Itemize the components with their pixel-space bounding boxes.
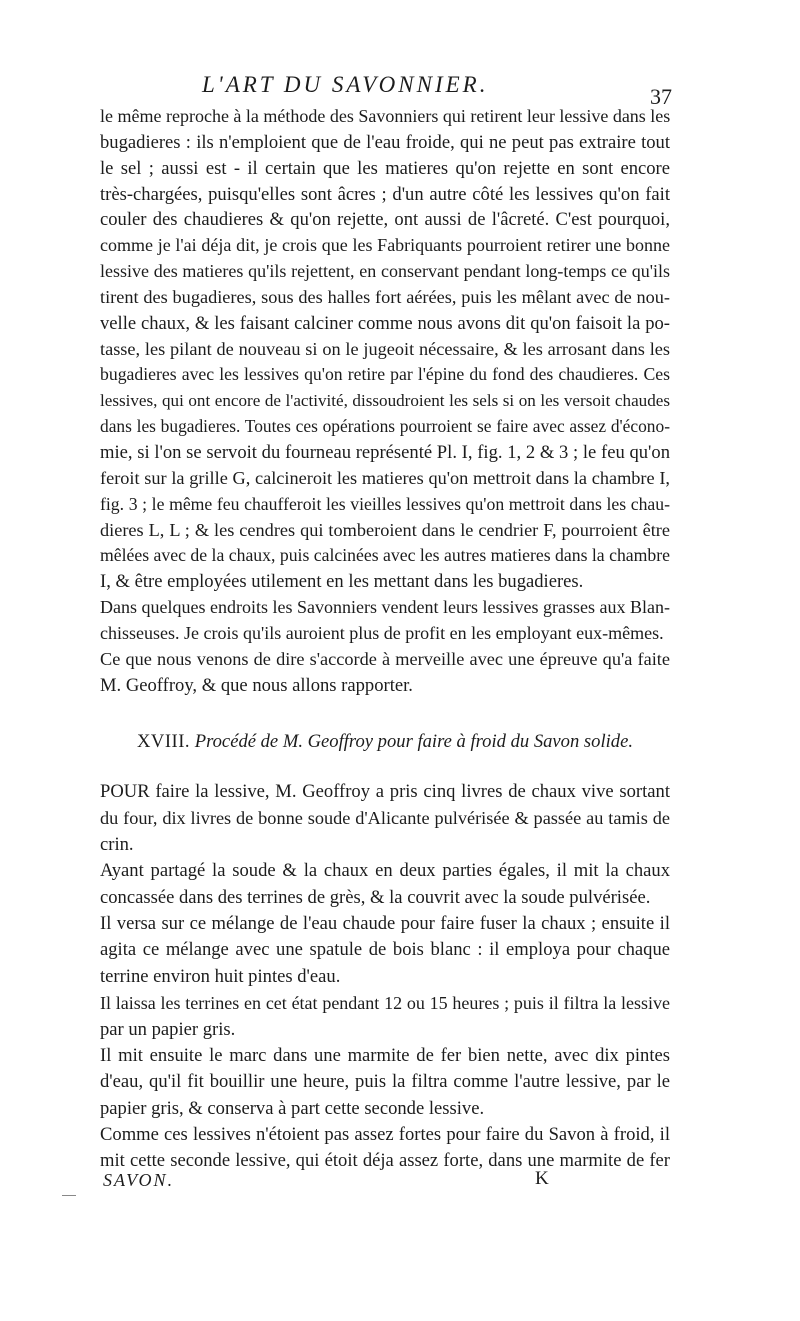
text-line: velle chaux, & les faisant calciner comme nous avons dit qu'on faisoit la po- <box>100 312 670 334</box>
margin-rule <box>62 1195 76 1196</box>
text-line: par un papier gris. <box>100 1018 236 1040</box>
text-line: Ayant partagé la soude & la chaux en deux parties égales, il mit la chaux <box>100 860 670 882</box>
section-number: XVIII. <box>136 731 191 752</box>
text-line: Ce que nous venons de dire s'accorde à merveille avec une épreuve qu'a faite <box>100 648 670 669</box>
text-line: agita ce mélange avec une spatule de bois blanc : il employa pour chaque <box>100 939 670 961</box>
text-line: comme je l'ai déja dit, je crois que les Fabriquants pourroient retirer une bonne <box>100 235 670 256</box>
text-line: d'eau, qu'il fit bouillir une heure, puis la filtra comme l'autre lessive, par le <box>100 1071 670 1093</box>
text-line: Il mit ensuite le marc dans une marmite de fer bien nette, avec dix pintes <box>100 1044 670 1066</box>
text-line: couler des chaudieres & qu'on rejette, ont aussi de l'âcreté. C'est pourquoi, <box>100 209 670 231</box>
text-line: fig. 3 ; le même feu chaufferoit les vieilles lessives qu'on mettroit dans les chau- <box>100 493 670 514</box>
text-line: Comme ces lessives n'étoient pas assez fortes pour faire du Savon à froid, il <box>100 1124 670 1146</box>
text-line: mêlées avec de la chaux, puis calcinées avec les autres matieres dans la chambre <box>100 545 670 566</box>
text-line: tirent des bugadieres, sous des halles fort aérées, puis les mêlant avec de nou- <box>100 286 670 307</box>
text-line: Dans quelques endroits les Savonniers vendent leurs lessives grasses aux Blan- <box>100 597 670 618</box>
text-line: feroit sur la grille G, calcineroit les matieres qu'on mettroit dans la chambre I, <box>100 467 670 488</box>
text-line: bugadieres avec les lessives qu'on retire par l'épine du fond des chaudieres. Ces <box>100 364 670 385</box>
text-line: mit cette seconde lessive, qui étoit déja assez forte, dans une marmite de fer <box>100 1150 670 1172</box>
text-line: le sel ; aussi est - il certain que les matieres qu'on rejette en sont encore <box>100 157 670 179</box>
section-heading <box>100 728 670 756</box>
text-line: du four, dix livres de bonne soude d'Alicante pulvérisée & passée au tamis de <box>100 808 670 829</box>
text-line: Il versa sur ce mélange de l'eau chaude pour faire fuser la chaux ; ensuite il <box>100 912 670 934</box>
text-line: mie, si l'on se servoit du fourneau représenté Pl. I, fig. 1, 2 & 3 ; le feu qu'on <box>100 441 670 463</box>
body-text <box>100 104 670 698</box>
text-line: terrine environ huit pintes d'eau. <box>100 965 341 987</box>
text-line: I, & être employées utilement en les mettant dans les bugadieres. <box>100 571 584 593</box>
text-line: crin. <box>100 833 134 855</box>
text-line: concassée dans des terrines de grès, & la couvrit avec la soude pulvérisée. <box>100 886 651 908</box>
section-text <box>100 779 670 1175</box>
text-line: chisseuses. Je crois qu'ils auroient plus de profit en les employant eux-mêmes. <box>100 622 664 643</box>
text-line: papier gris, & conserva à part cette seconde lessive. <box>100 1097 485 1119</box>
text-line: lessives, qui ont encore de l'activité, dissoudroient les sels si on les versoit chaudes <box>100 391 670 411</box>
text-line: bugadieres : ils n'emploient que de l'eau froide, qui ne peut pas extraire tout <box>100 131 670 153</box>
text-line: très-chargées, puisqu'elles sont âcres ; d'un autre côté les lessives qu'on fait <box>100 183 670 205</box>
signature-mark: SAVON. <box>103 1170 175 1190</box>
running-title: L'ART DU SAVONNIER. <box>202 72 489 97</box>
text-line: le même reproche à la méthode des Savonniers qui retirent leur lessive dans les <box>100 106 671 126</box>
gathering-mark: K <box>535 1168 549 1189</box>
text-line: dieres L, L ; & les cendres qui tomberoient dans le cendrier F, pourroient être <box>100 519 670 540</box>
page-number: 37 <box>650 84 672 109</box>
text-line: Il laissa les terrines en cet état pendant 12 ou 15 heures ; puis il filtra la lessive <box>100 993 670 1014</box>
text-line: dans les bugadieres. Toutes ces opérations pourroient se faire avec assez d'écono- <box>100 416 670 437</box>
section-title: Procédé de M. Geoffroy pour faire à froid du Savon solide. <box>194 731 633 752</box>
text-line: M. Geoffroy, & que nous allons rapporter. <box>100 674 413 696</box>
text-line: POUR faire la lessive, M. Geoffroy a pris cinq livres de chaux vive sortant <box>100 781 670 802</box>
text-line: tasse, les pilant de nouveau si on le jugeoit nécessaire, & les arrosant dans les <box>100 338 670 359</box>
text-line: lessive des matieres qu'ils rejettent, en conservant pendant long-temps ce qu'ils <box>100 261 670 282</box>
